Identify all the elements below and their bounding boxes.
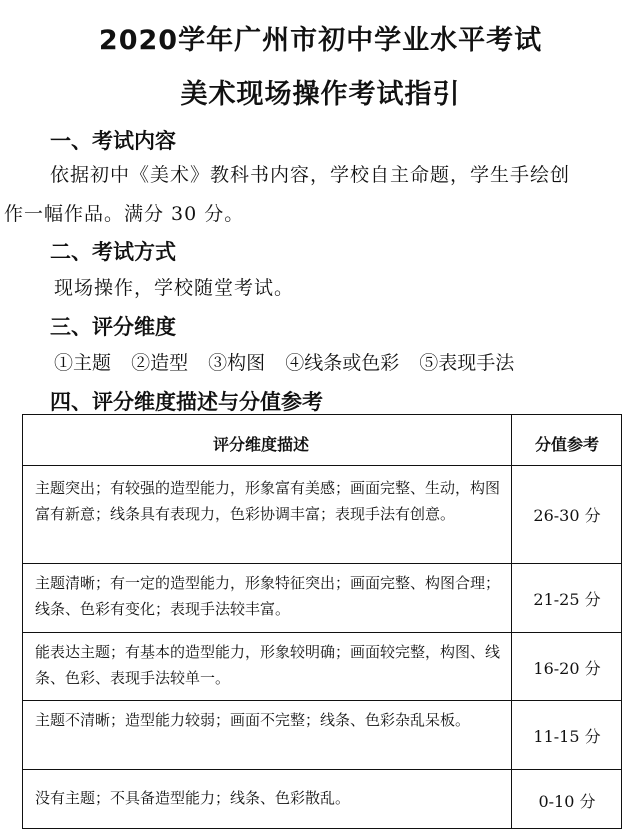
table-row-description: 主题不清晰；造型能力较弱；画面不完整；线条、色彩杂乱呆板。 [35, 711, 471, 729]
table-row-description: 主题清晰；有一定的造型能力，形象特征突出；画面完整、构图合理；线条、色彩有变化；表现手法较丰富。 [35, 574, 501, 618]
dimension-item: ②造型 [131, 352, 189, 374]
section-1-text-line1: 依据初中《美术》教科书内容，学校自主命题，学生手绘创 [50, 164, 571, 186]
row-divider [23, 632, 621, 633]
row-divider [23, 465, 621, 466]
section-1-heading: 一、考试内容 [50, 129, 176, 153]
section-2-heading: 二、考试方式 [50, 240, 176, 264]
column-divider [511, 415, 512, 828]
section-4-heading: 四、评分维度描述与分值参考 [50, 390, 323, 414]
dimension-item: ⑤表现手法 [419, 352, 515, 374]
table-row-score: 26-30 分 [533, 506, 601, 525]
row-divider [23, 563, 621, 564]
scoring-table [22, 414, 622, 829]
dimension-item: ④线条或色彩 [285, 352, 400, 374]
section-1-text-line2: 作一幅作品。满分 30 分。 [4, 203, 245, 225]
row-divider [23, 700, 621, 701]
header-score: 分值参考 [535, 435, 600, 454]
dimension-item: ①主题 [54, 352, 112, 374]
table-row-description: 能表达主题；有基本的造型能力，形象较明确；画面较完整，构图、线条、色彩、表现手法较单一。 [35, 643, 501, 687]
table-row-score: 16-20 分 [533, 659, 601, 678]
dimension-list [54, 348, 528, 375]
table-row-score: 11-15 分 [533, 727, 601, 746]
table-row-description: 主题突出；有较强的造型能力，形象富有美感；画面完整、生动，构图富有新意；线条具有表现力，色彩协调丰富；表现手法有创意。 [35, 479, 501, 523]
section-2-text: 现场操作，学校随堂考试。 [54, 277, 295, 299]
table-row-score: 21-25 分 [533, 590, 601, 609]
page-title: 2020学年广州市初中学业水平考试 [98, 25, 543, 56]
page-subtitle: 美术现场操作考试指引 [180, 79, 461, 110]
table-row-description: 没有主题；不具备造型能力；线条、色彩散乱。 [35, 789, 351, 807]
dimension-item: ③构图 [208, 352, 266, 374]
section-3-heading: 三、评分维度 [50, 315, 176, 339]
header-description: 评分维度描述 [213, 435, 310, 454]
table-row-score: 0-10 分 [538, 792, 596, 811]
row-divider [23, 769, 621, 770]
